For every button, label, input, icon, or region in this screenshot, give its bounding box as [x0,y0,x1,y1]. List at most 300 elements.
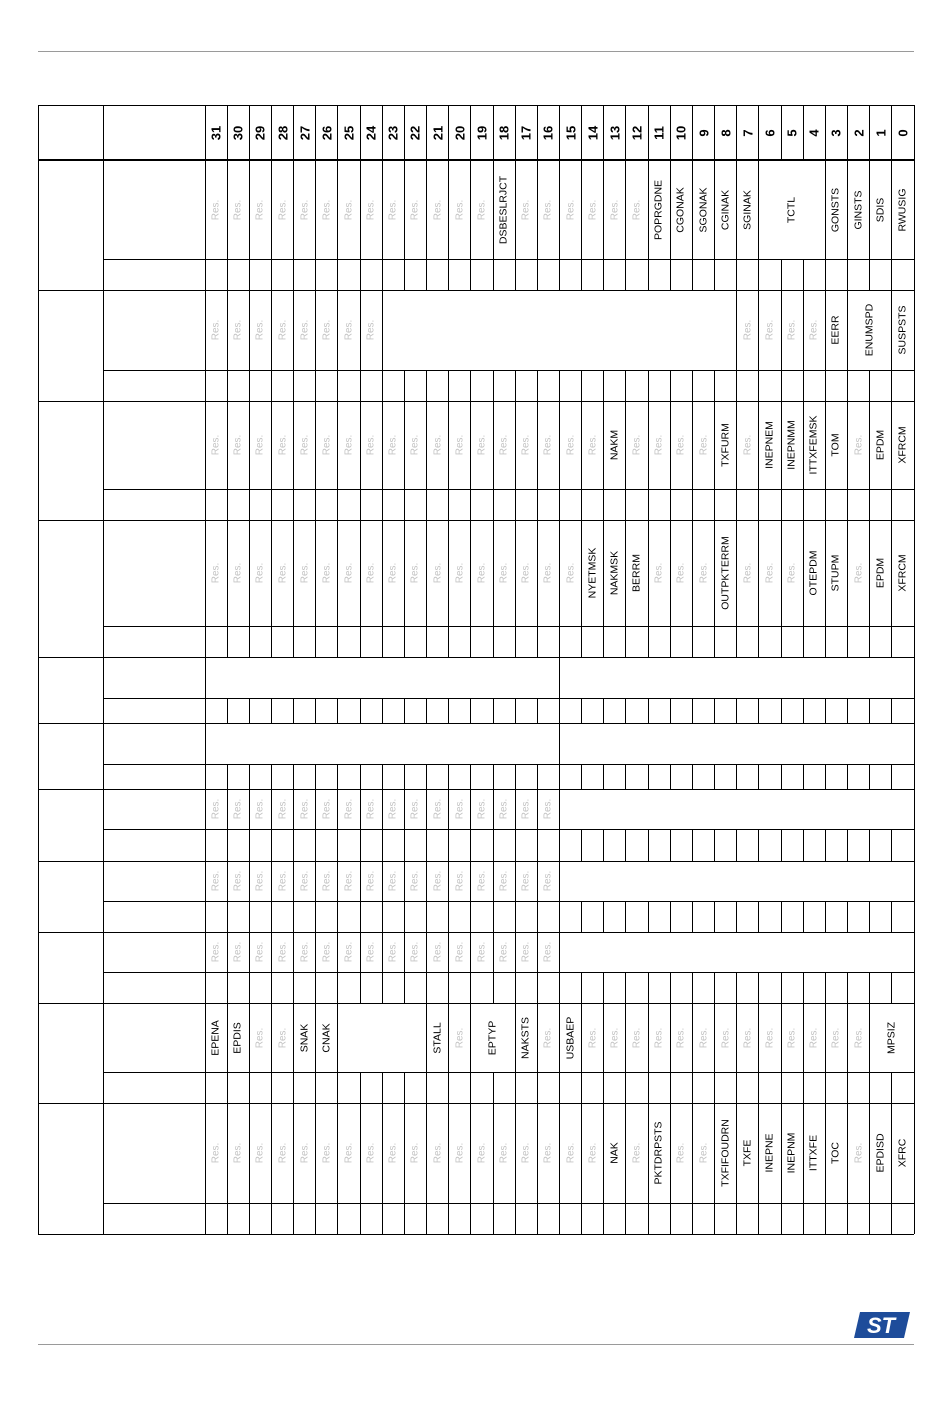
reset-bit-divider [448,1072,449,1103]
reset-bit-divider [625,370,626,401]
reset-bit-divider [825,1072,826,1103]
reserved-bit-label: Res. [675,562,687,584]
reserved-bit-divider [404,401,405,489]
reserved-bit-label: Res. [232,1142,244,1164]
reset-bit-divider [825,829,826,861]
top-rule [38,51,914,52]
reset-bit-divider [758,370,759,401]
reset-bit-divider [537,972,538,1003]
reserved-bit-label: Res. [631,434,643,456]
reset-bit-divider [426,626,427,657]
reserved-bit-label: Res. [343,434,355,456]
reserved-bit-label: Res. [587,1027,599,1048]
reset-bit-divider [426,829,427,861]
reserved-bit-label: Res. [764,562,776,584]
reserved-bit-label: Res. [808,319,820,341]
field-label-cginak: CGINAK [719,189,732,230]
reset-bit-divider [714,698,715,723]
reserved-bit-divider [493,520,494,626]
reserved-bit-divider [758,290,759,370]
reserved-bit-label: Res. [742,562,754,584]
reserved-bit-divider [515,1103,516,1203]
reserved-bit-label: Res. [321,1142,333,1164]
reset-bit-divider [404,972,405,1003]
reserved-bit-label: Res. [542,434,554,456]
field-label-ittxfemsk: ITTXFEMSK [807,415,820,475]
reset-bit-divider [293,259,294,290]
bit-number: 29 [252,125,268,140]
field-label-otepdm: OTEPDM [807,550,820,596]
reserved-bit-label: Res. [542,798,554,820]
reset-bit-divider [625,764,626,789]
reserved-bit-label: Res. [409,434,421,456]
reset-bit-divider [448,1203,449,1234]
reserved-bit-label: Res. [277,798,289,820]
reserved-bit-label: Res. [254,434,266,456]
reserved-bit-divider [271,290,272,370]
reserved-bit-divider [382,861,383,901]
reset-bit-divider [360,626,361,657]
reserved-bit-label: Res. [432,199,444,220]
reset-bit-divider [758,829,759,861]
reset-bit-divider [803,1203,804,1234]
reset-bit-divider [315,901,316,932]
reset-bit-divider [603,829,604,861]
reset-bit-divider [537,370,538,401]
reserved-bit-divider [249,932,250,972]
reset-bit-divider [493,972,494,1003]
field-label-stupm: STUPM [829,554,842,592]
reset-bit-divider [271,698,272,723]
reset-bit-divider [404,1072,405,1103]
reset-bit-divider [869,901,870,932]
reset-bit-divider [360,1072,361,1103]
field-divider [537,1003,538,1072]
header-bit-divider [625,105,626,160]
reserved-bit-label: Res. [232,319,244,341]
reserved-bit-label: Res. [786,1027,798,1048]
reserved-bit-divider [227,290,228,370]
reserved-bit-label: Res. [609,199,621,220]
bitfield-area-border [205,105,206,1234]
reset-bit-divider [803,972,804,1003]
reserved-bit-label: Res. [587,434,599,456]
register-row-border [38,1103,914,1104]
reset-bit-divider [803,901,804,932]
field-divider [781,1103,782,1203]
reset-bit-divider [847,972,848,1003]
reserved-bit-label: Res. [653,434,665,456]
reset-bit-divider [803,370,804,401]
offset-column-border [38,105,39,1234]
reserved-bit-divider [625,160,626,259]
field-divider [758,1103,759,1203]
reset-bit-divider [847,1072,848,1103]
reset-bit-divider [758,626,759,657]
reset-bit-divider [337,626,338,657]
bit-number: 13 [607,125,623,140]
field-label-enumspd: ENUMSPD [863,303,876,357]
reserved-bit-divider [603,160,604,259]
reset-bit-divider [758,901,759,932]
reset-bit-divider [714,764,715,789]
reset-bit-divider [293,698,294,723]
reset-bit-divider [692,489,693,520]
reserved-bit-divider [426,789,427,829]
bit-number: 11 [651,125,667,140]
reset-bit-divider [825,764,826,789]
field-label-naksts: NAKSTS [519,1016,532,1059]
reserved-bit-divider [315,290,316,370]
reset-bit-divider [692,698,693,723]
reset-bit-divider [781,829,782,861]
reset-bit-divider [758,489,759,520]
reset-bit-divider [869,764,870,789]
bit-number: 31 [208,125,224,140]
field-label-sdis: SDIS [874,197,887,222]
header-bit-divider [670,105,671,160]
field-label-inepnmm: INEPNMM [785,420,798,470]
reset-bit-divider [470,698,471,723]
reserved-bit-divider [803,1003,804,1072]
field-label-pktdrpsts: PKTDRPSTS [652,1121,665,1185]
reset-bit-divider [692,626,693,657]
field-divider [559,932,560,972]
reserved-bit-label: Res. [299,798,311,820]
reserved-bit-label: Res. [498,941,510,963]
reserved-bit-divider [271,789,272,829]
register-row-border [38,1234,914,1235]
reset-bit-divider [315,489,316,520]
reserved-bit-label: Res. [432,870,444,892]
field-divider [825,160,826,259]
header-bit-divider [758,105,759,160]
reset-bit-divider [670,901,671,932]
field-divider [825,401,826,489]
reserved-bit-label: Res. [277,870,289,892]
reset-bit-divider [382,370,383,401]
field-divider [648,520,649,626]
reserved-bit-divider [382,932,383,972]
reset-bit-divider [227,972,228,1003]
reset-row-border [103,626,914,627]
field-label-epdis: EPDIS [231,1021,244,1054]
field-label-txfurm: TXFURM [719,423,732,467]
reset-bit-divider [714,626,715,657]
field-divider [891,1103,892,1203]
reserved-bit-label: Res. [454,941,466,963]
reset-bit-divider [603,259,604,290]
reset-bit-divider [293,489,294,520]
reserved-bit-label: Res. [498,1142,510,1164]
reset-bit-divider [515,1072,516,1103]
reserved-bit-label: Res. [365,870,377,892]
header-bit-divider [714,105,715,160]
reset-bit-divider [293,901,294,932]
reserved-bit-divider [426,520,427,626]
reserved-bit-label: Res. [432,941,444,963]
bit-number: 16 [540,125,556,140]
reset-bit-divider [470,901,471,932]
reserved-bit-divider [537,160,538,259]
reserved-bit-label: Res. [343,562,355,584]
reserved-bit-label: Res. [387,199,399,220]
reserved-bit-divider [470,861,471,901]
reserved-bit-label: Res. [232,434,244,456]
reset-bit-divider [891,972,892,1003]
field-divider [559,723,560,764]
reserved-bit-label: Res. [277,1142,289,1164]
reset-bit-divider [426,370,427,401]
field-divider [847,290,848,370]
bit-number: 26 [319,125,335,140]
reset-bit-divider [271,829,272,861]
reserved-bit-divider [493,861,494,901]
reserved-bit-label: Res. [299,434,311,456]
reset-bit-divider [603,901,604,932]
bit-number: 28 [275,125,291,140]
reset-bit-divider [625,489,626,520]
reset-bit-divider [271,972,272,1003]
reserved-bit-label: Res. [454,434,466,456]
reserved-bit-label: Res. [343,1142,355,1164]
reset-bit-divider [847,489,848,520]
reset-bit-divider [670,1203,671,1234]
field-divider [448,1003,449,1072]
reset-bit-divider [515,829,516,861]
reset-bit-divider [382,972,383,1003]
reserved-bit-divider [758,1003,759,1072]
reset-bit-divider [404,698,405,723]
reset-bit-divider [426,259,427,290]
reserved-bit-divider [648,1003,649,1072]
reset-bit-divider [470,972,471,1003]
reset-bit-divider [360,370,361,401]
reserved-bit-label: Res. [631,1142,643,1164]
register-row-border [38,861,914,862]
reset-bit-divider [581,901,582,932]
reserved-bit-label: Res. [454,199,466,220]
header-bit-divider [515,105,516,160]
field-divider [714,401,715,489]
reserved-bit-label: Res. [210,199,222,220]
reset-bit-divider [559,259,560,290]
reset-bit-divider [315,626,316,657]
reserved-bit-divider [315,160,316,259]
header-bit-divider [448,105,449,160]
field-divider [692,160,693,259]
field-label-cnak: CNAK [320,1022,333,1053]
reserved-bit-divider [448,401,449,489]
field-label-gonsts: GONSTS [829,187,842,232]
field-divider [293,1003,294,1072]
reserved-bit-label: Res. [210,870,222,892]
reserved-bit-divider [537,861,538,901]
reset-bit-divider [781,698,782,723]
bit-number: 15 [563,125,579,140]
reset-bit-divider [692,829,693,861]
reserved-bit-divider [337,861,338,901]
field-divider [227,1003,228,1072]
reset-bit-divider [249,972,250,1003]
reset-bit-divider [847,370,848,401]
reset-bit-divider [891,370,892,401]
reset-bit-divider [692,764,693,789]
reserved-bit-divider [470,1103,471,1203]
reset-bit-divider [736,626,737,657]
reset-row-border [103,829,914,830]
header-bit-divider [382,105,383,160]
reset-bit-divider [869,972,870,1003]
reserved-bit-divider [470,932,471,972]
reset-bit-divider [360,901,361,932]
reserved-bit-divider [448,1103,449,1203]
reserved-bit-label: Res. [520,870,532,892]
bit-number: 18 [496,125,512,140]
reset-bit-divider [847,626,848,657]
reserved-bit-label: Res. [542,1027,554,1048]
reset-bit-divider [337,489,338,520]
reserved-bit-label: Res. [277,941,289,963]
reset-bit-divider [382,489,383,520]
reserved-bit-divider [404,160,405,259]
reset-bit-divider [603,1072,604,1103]
reset-bit-divider [736,370,737,401]
field-divider [603,1103,604,1203]
bit-number: 1 [873,128,889,137]
reset-bit-divider [670,764,671,789]
reset-bit-divider [493,626,494,657]
reserved-bit-label: Res. [587,199,599,220]
field-divider [714,160,715,259]
bit-number: 4 [806,128,822,137]
field-divider [869,1003,870,1072]
reserved-bit-label: Res. [277,1027,289,1048]
reserved-bit-label: Res. [299,941,311,963]
reset-bit-divider [736,259,737,290]
reset-bit-divider [293,370,294,401]
reset-bit-divider [891,698,892,723]
reset-bit-divider [847,829,848,861]
reset-bit-divider [825,259,826,290]
field-label-suspsts: SUSPSTS [896,305,909,355]
reserved-bit-divider [382,789,383,829]
field-divider [803,1103,804,1203]
reset-bit-divider [426,972,427,1003]
reset-bit-divider [714,972,715,1003]
reserved-bit-divider [227,789,228,829]
reset-bit-divider [227,829,228,861]
reserved-bit-divider [448,861,449,901]
reserved-bit-divider [537,401,538,489]
reserved-bit-label: Res. [210,798,222,820]
reserved-bit-label: Res. [409,798,421,820]
reserved-bit-label: Res. [254,199,266,220]
reset-bit-divider [781,259,782,290]
reserved-bit-divider [271,932,272,972]
reserved-bit-label: Res. [387,870,399,892]
header-bit-divider [648,105,649,160]
reserved-bit-label: Res. [365,562,377,584]
reserved-bit-divider [249,861,250,901]
reset-bit-divider [227,626,228,657]
reserved-bit-label: Res. [409,199,421,220]
header-bit-divider [559,105,560,160]
reset-bit-divider [847,1203,848,1234]
reserved-bit-divider [847,1003,848,1072]
reserved-bit-label: Res. [786,319,798,341]
reserved-bit-divider [271,401,272,489]
reset-bit-divider [493,901,494,932]
field-divider [625,401,626,489]
field-divider [869,401,870,489]
st-logo-icon [852,1308,910,1342]
reserved-bit-label: Res. [210,319,222,341]
reset-bit-divider [271,764,272,789]
reset-bit-divider [271,489,272,520]
header-bit-divider [537,105,538,160]
reserved-bit-label: Res. [698,434,710,456]
reserved-bit-divider [470,789,471,829]
header-bit-divider [337,105,338,160]
reset-bit-divider [670,698,671,723]
reserved-bit-label: Res. [830,1027,842,1048]
reserved-bit-label: Res. [232,199,244,220]
register-row-border [38,932,914,933]
reserved-bit-divider [360,520,361,626]
reserved-bit-divider [559,1103,560,1203]
reset-bit-divider [493,1203,494,1234]
reserved-bit-label: Res. [409,941,421,963]
bit-number: 24 [363,125,379,140]
reset-bit-divider [249,1203,250,1234]
reserved-bit-label: Res. [675,1142,687,1164]
register-row-border [38,657,914,658]
reserved-bit-label: Res. [254,319,266,341]
reset-bit-divider [227,901,228,932]
reset-bit-divider [227,698,228,723]
field-divider [825,520,826,626]
reset-bit-divider [559,1203,560,1234]
reserved-bit-label: Res. [808,1027,820,1048]
reserved-bit-label: Res. [520,1142,532,1164]
field-divider [603,401,604,489]
reserved-bit-label: Res. [210,434,222,456]
field-divider [847,160,848,259]
reset-bit-divider [315,829,316,861]
header-bit-divider [360,105,361,160]
reserved-bit-divider [360,1103,361,1203]
reset-bit-divider [869,489,870,520]
reset-bit-divider [891,1203,892,1234]
reserved-bit-divider [781,290,782,370]
reset-bit-divider [515,370,516,401]
reset-row-border [103,972,914,973]
reset-bit-divider [625,901,626,932]
reserved-bit-divider [249,520,250,626]
reserved-bit-label: Res. [542,199,554,220]
reserved-bit-label: Res. [631,1027,643,1048]
reset-bit-divider [714,259,715,290]
reset-bit-divider [404,370,405,401]
bit-number: 9 [696,128,712,137]
reset-bit-divider [648,829,649,861]
reserved-bit-label: Res. [498,870,510,892]
reset-bit-divider [515,764,516,789]
reset-bit-divider [869,1072,870,1103]
reset-bit-divider [315,1203,316,1234]
reserved-bit-label: Res. [299,319,311,341]
